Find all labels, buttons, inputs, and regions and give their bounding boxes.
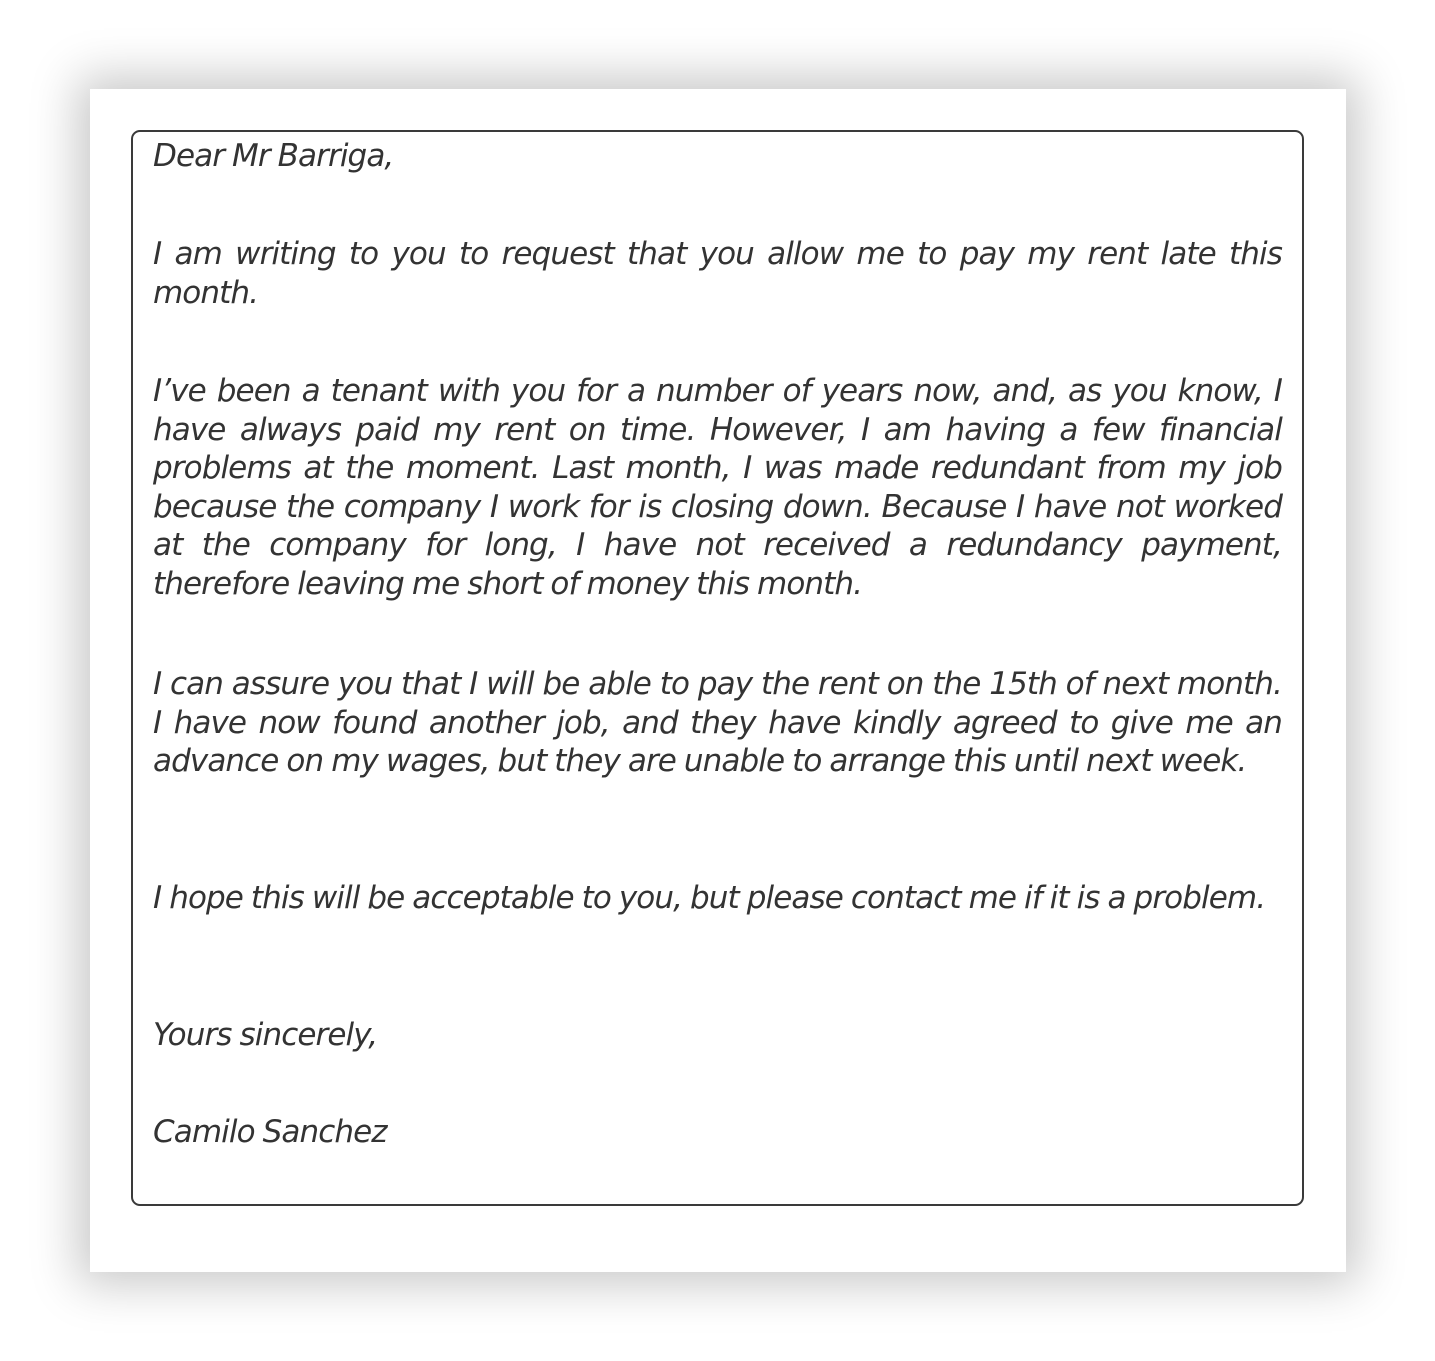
letter-closing: Yours sincerely,: [153, 1017, 378, 1053]
letter-paragraph: I can assure you that I will be able to pay the rent on the 15th of next month. I have now found another job, and they have kindly agreed to give me an advance on my wages, but they are unable to arrange this until next week.: [153, 666, 1282, 780]
letter-frame: [131, 130, 1304, 1206]
letter-paragraph: I am writing to you to request that you allow me to pay my rent late this month.: [153, 236, 1282, 311]
letter-signature: Camilo Sanchez: [153, 1114, 387, 1150]
letter-salutation: Dear Mr Barriga,: [153, 138, 394, 174]
letter-sheet: [90, 89, 1346, 1272]
letter-paragraph: I’ve been a tenant with you for a number of years now, and, as you know, I have always paid my rent on time. However, I am having a few financial problems at the moment. Last month, I was made redundant from my job because the company I work for is closing down. Because I have not worked at the company for long, I have not received a redundancy payment, therefore leaving me short of money this month.: [153, 373, 1282, 602]
letter-paragraph: I hope this will be acceptable to you, but please contact me if it is a problem.: [153, 880, 1266, 916]
